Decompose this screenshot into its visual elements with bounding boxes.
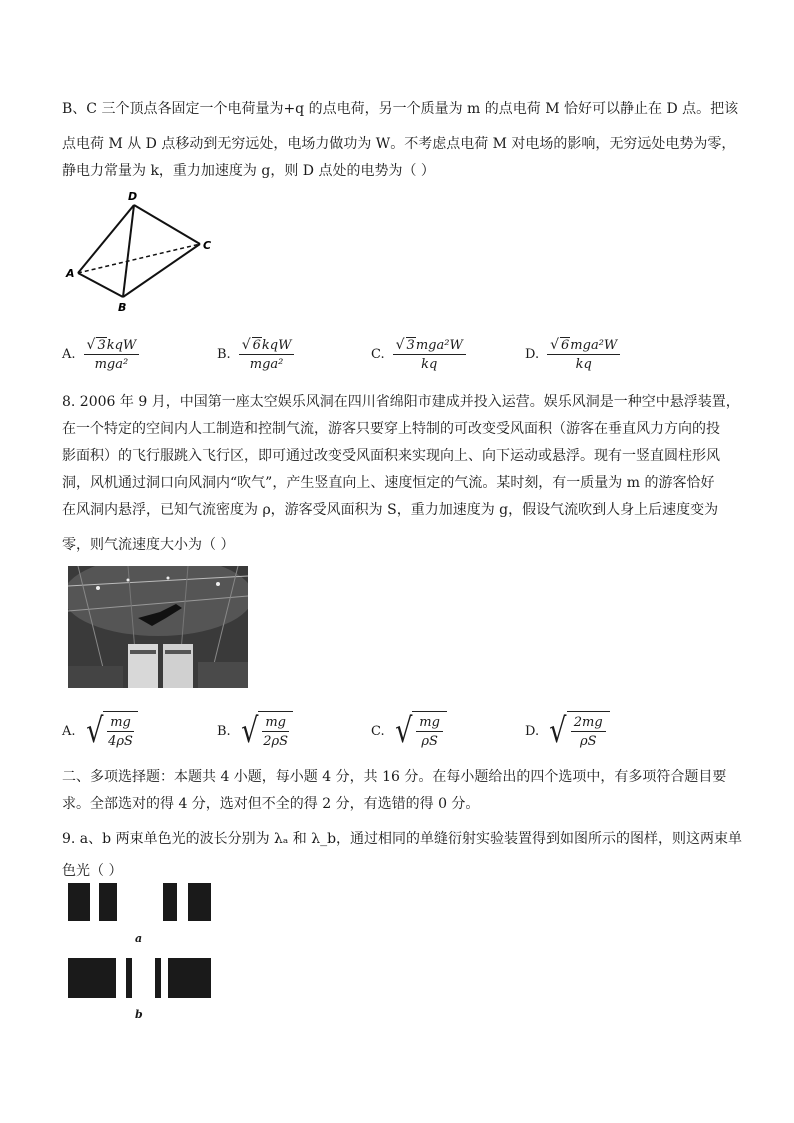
q8-text-line-4: 洞，风机通过洞口向风洞内“吹气”，产生竖直向上、速度恒定的气流。某时刻，有一质量为 m 的游客恰好: [62, 475, 715, 491]
q7-option-a[interactable]: [62, 334, 139, 374]
fringe-bar: [163, 883, 177, 921]
pattern-label-b: b: [135, 1008, 143, 1021]
sqrt-expression: √ $\frac{mg}{\rho S}$: [393, 711, 447, 751]
q7-option-c[interactable]: [371, 334, 466, 374]
q8-option-b[interactable]: [217, 708, 293, 754]
fringe-bar: [155, 958, 161, 998]
q7-text-line-2: 点电荷 M 从 D 点移动到无穷远处，电场力做功为 W。不考虑点电荷 M 对电场的影响，无穷远处电势为零，: [62, 136, 736, 152]
fraction: √ 3 mga²W kq: [393, 337, 466, 372]
q8-option-c[interactable]: [371, 708, 447, 754]
q8-text-line-6: 零，则气流速度大小为（ ）: [62, 537, 235, 553]
wind-tunnel-photo: [68, 566, 248, 688]
edge-bc: [123, 244, 200, 297]
option-letter: B.: [217, 723, 231, 739]
wind-tunnel-illustration: [68, 566, 248, 688]
edge-dc: [134, 205, 200, 244]
q8-text-line-5: 在风洞内悬浮，已知气流密度为 ρ，游客受风面积为 S，重力加速度为 g，假设气流吹到人身上后速度变为: [62, 502, 719, 518]
vertex-label-c: C: [203, 239, 212, 252]
q8-option-a[interactable]: [62, 708, 138, 754]
fringe-bar: [188, 883, 211, 921]
q8-options: [62, 708, 730, 754]
edge-ac-hidden: [78, 244, 200, 273]
q9-text-line-2: 色光（ ）: [62, 863, 123, 879]
option-letter: D.: [525, 723, 540, 739]
option-letter: A.: [62, 723, 76, 739]
edge-ab: [78, 273, 123, 297]
q7-text-line-3: 静电力常量为 k，重力加速度为 g，则 D 点处的电势为（ ）: [62, 163, 435, 179]
option-letter: D.: [525, 346, 540, 362]
q8-option-d[interactable]: [525, 708, 610, 754]
vertex-label-d: D: [128, 190, 138, 203]
fringe-bar: [126, 958, 132, 998]
option-letter: A.: [62, 346, 76, 362]
section2-instructions-line-2: 求。全部选对的得 4 分，选对但不全的得 2 分，有选错的得 0 分。: [62, 796, 480, 812]
option-letter: C.: [371, 346, 385, 362]
fringe-bar: [68, 883, 90, 921]
vertex-label-a: A: [66, 267, 75, 280]
q8-text-line-3: 影面积）的飞行服跳入飞行区，即可通过改变受风面积来实现向上、向下运动或悬浮。现有一竖直圆柱形风: [62, 448, 720, 464]
q7-options: [62, 334, 730, 374]
sqrt-expression: √ $\frac{2mg}{\rho S}$: [547, 711, 610, 751]
fringe-bar: [168, 958, 211, 998]
vertex-label-b: B: [118, 301, 127, 314]
sqrt-expression: √ $\frac{mg}{2\rho S}$: [239, 711, 293, 751]
fraction: √ 6 kqW mga²: [239, 337, 295, 372]
option-letter: B.: [217, 346, 231, 362]
q8-text-line-2: 在一个特定的空间内人工制造和控制气流，游客只要穿上特制的可改变受风面积（游客在垂直风力方向的投: [62, 421, 720, 437]
fraction: √ 6 mga²W kq: [547, 337, 620, 372]
edge-da: [78, 205, 134, 273]
q8-text-line-1: 8. 2006 年 9 月，中国第一座太空娱乐风洞在四川省绵阳市建成并投入运营。娱乐风洞是一种空中悬浮装置，: [62, 394, 740, 410]
pattern-label-a: a: [135, 932, 143, 945]
edge-db: [123, 205, 134, 297]
q9-text-line-1: 9. a、b 两束单色光的波长分别为 λₐ 和 λ_b，通过相同的单缝衍射实验装置得到如图所示的图样，则这两束单: [62, 831, 743, 847]
section2-instructions-line-1: 二、多项选择题：本题共 4 小题，每小题 4 分，共 16 分。在每小题给出的四个选项中，有多项符合题目要: [62, 769, 727, 785]
q7-option-b[interactable]: [217, 334, 294, 374]
fringe-bar: [68, 958, 116, 998]
fraction: √ 3 kqW mga²: [84, 337, 140, 372]
tetrahedron-figure: [62, 185, 222, 315]
sqrt-expression: √ $\frac{mg}{4\rho S}$: [84, 711, 138, 751]
fringe-bar: [99, 883, 117, 921]
q7-text-line-1: B、C 三个顶点各固定一个电荷量为+q 的点电荷，另一个质量为 m 的点电荷 M 恰好可以静止在 D 点。把该: [62, 101, 739, 117]
q7-option-d[interactable]: [525, 334, 620, 374]
option-letter: C.: [371, 723, 385, 739]
